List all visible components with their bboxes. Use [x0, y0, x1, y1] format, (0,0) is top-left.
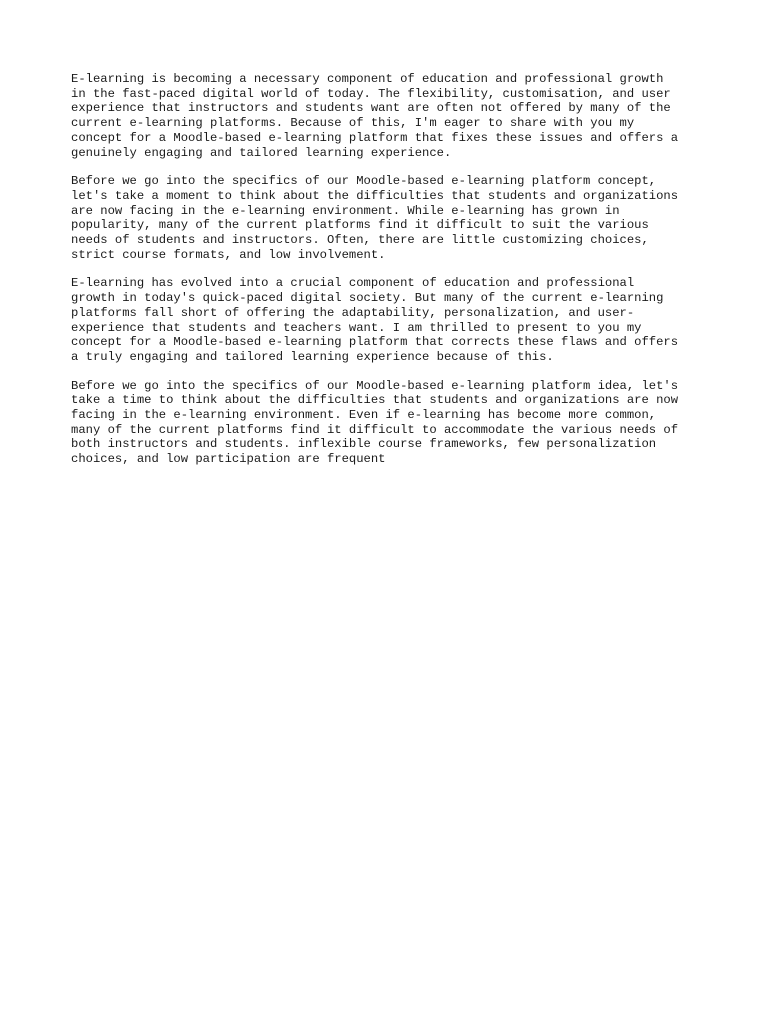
paragraph-2: Before we go into the specifics of our Moodle-based e-learning platform concept, let's take a moment to think about the difficulties that students and organizations are now facing in the e-learning environment. While e-learning has grown in popularity, many of the current platforms find it difficult to suit the various needs of students and instructors. Often, there are little customizing choices, strict course formats, and low involvement.: [71, 174, 679, 262]
paragraph-4: Before we go into the specifics of our Moodle-based e-learning platform idea, let's take a time to think about the difficulties that students and organizations are now facing in the e-learning environment. Even if e-learning has become more common, many of the current platforms find it difficult to accommodate the various needs of both instructors and students. inflexible course frameworks, few personalization choices, and low participation are frequent: [71, 378, 679, 467]
document-page: [71, 72, 711, 481]
paragraph-1: E-learning is becoming a necessary component of education and professional growth in the fast-paced digital world of today. The flexibility, customisation, and user experience that instructors and students want are often not offered by many of the current e-learning platforms. Because of this, I'm eager to share with you my concept for a Moodle-based e-learning platform that fixes these issues and offers a genuinely engaging and tailored learning experience.: [71, 72, 679, 160]
paragraph-3: E-learning has evolved into a crucial component of education and professional growth in today's quick-paced digital society. But many of the current e-learning platforms fall short of offering the adaptability, personalization, and user- experience that students and teachers want. I am thrilled to present to you my concept for a Moodle-based e-learning platform that corrects these flaws and offers a truly engaging and tailored learning experience because of this.: [71, 276, 679, 364]
